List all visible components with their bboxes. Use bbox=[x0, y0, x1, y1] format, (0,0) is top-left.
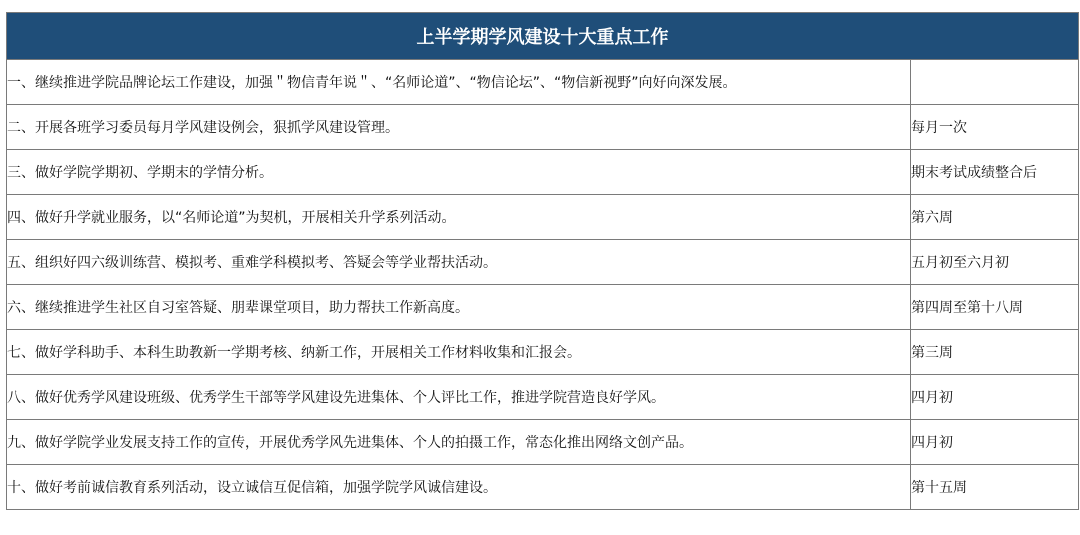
table-row bbox=[7, 330, 1079, 375]
schedule-cell: 第六周 bbox=[911, 195, 1079, 240]
task-cell: 十、做好考前诚信教育系列活动，设立诚信互促信箱，加强学院学风诚信建设。 bbox=[7, 465, 911, 510]
schedule-cell: 四月初 bbox=[911, 420, 1079, 465]
task-cell: 九、做好学院学业发展支持工作的宣传，开展优秀学风先进集体、个人的拍摄工作，常态化推出网络文创产品。 bbox=[7, 420, 911, 465]
task-cell: 七、做好学科助手、本科生助教新一学期考核、纳新工作，开展相关工作材料收集和汇报会。 bbox=[7, 330, 911, 375]
task-cell: 五、组织好四六级训练营、模拟考、重难学科模拟考、答疑会等学业帮扶活动。 bbox=[7, 240, 911, 285]
schedule-cell bbox=[911, 60, 1079, 105]
table-row bbox=[7, 150, 1079, 195]
work-plan-table bbox=[6, 12, 1079, 510]
schedule-cell: 第十五周 bbox=[911, 465, 1079, 510]
table-row bbox=[7, 375, 1079, 420]
schedule-cell: 四月初 bbox=[911, 375, 1079, 420]
schedule-cell: 五月初至六月初 bbox=[911, 240, 1079, 285]
table-row bbox=[7, 240, 1079, 285]
schedule-cell: 第四周至第十八周 bbox=[911, 285, 1079, 330]
table-title-row bbox=[7, 13, 1079, 60]
task-cell: 三、做好学院学期初、学期末的学情分析。 bbox=[7, 150, 911, 195]
table-row bbox=[7, 105, 1079, 150]
table-title: 上半学期学风建设十大重点工作 bbox=[7, 13, 1079, 60]
table-row bbox=[7, 195, 1079, 240]
table-row bbox=[7, 60, 1079, 105]
table-row bbox=[7, 465, 1079, 510]
schedule-cell: 期末考试成绩整合后 bbox=[911, 150, 1079, 195]
schedule-cell: 第三周 bbox=[911, 330, 1079, 375]
work-plan-table-container bbox=[6, 12, 1078, 510]
table-row bbox=[7, 285, 1079, 330]
task-cell: 六、继续推进学生社区自习室答疑、朋辈课堂项目，助力帮扶工作新高度。 bbox=[7, 285, 911, 330]
task-cell: 一、继续推进学院品牌论坛工作建设，加强＂物信青年说＂、“名师论道”、“物信论坛”、“物信新视野”向好向深发展。 bbox=[7, 60, 911, 105]
task-cell: 八、做好优秀学风建设班级、优秀学生干部等学风建设先进集体、个人评比工作，推进学院营造良好学风。 bbox=[7, 375, 911, 420]
table-row bbox=[7, 420, 1079, 465]
task-cell: 四、做好升学就业服务，以“名师论道”为契机，开展相关升学系列活动。 bbox=[7, 195, 911, 240]
task-cell: 二、开展各班学习委员每月学风建设例会，狠抓学风建设管理。 bbox=[7, 105, 911, 150]
schedule-cell: 每月一次 bbox=[911, 105, 1079, 150]
